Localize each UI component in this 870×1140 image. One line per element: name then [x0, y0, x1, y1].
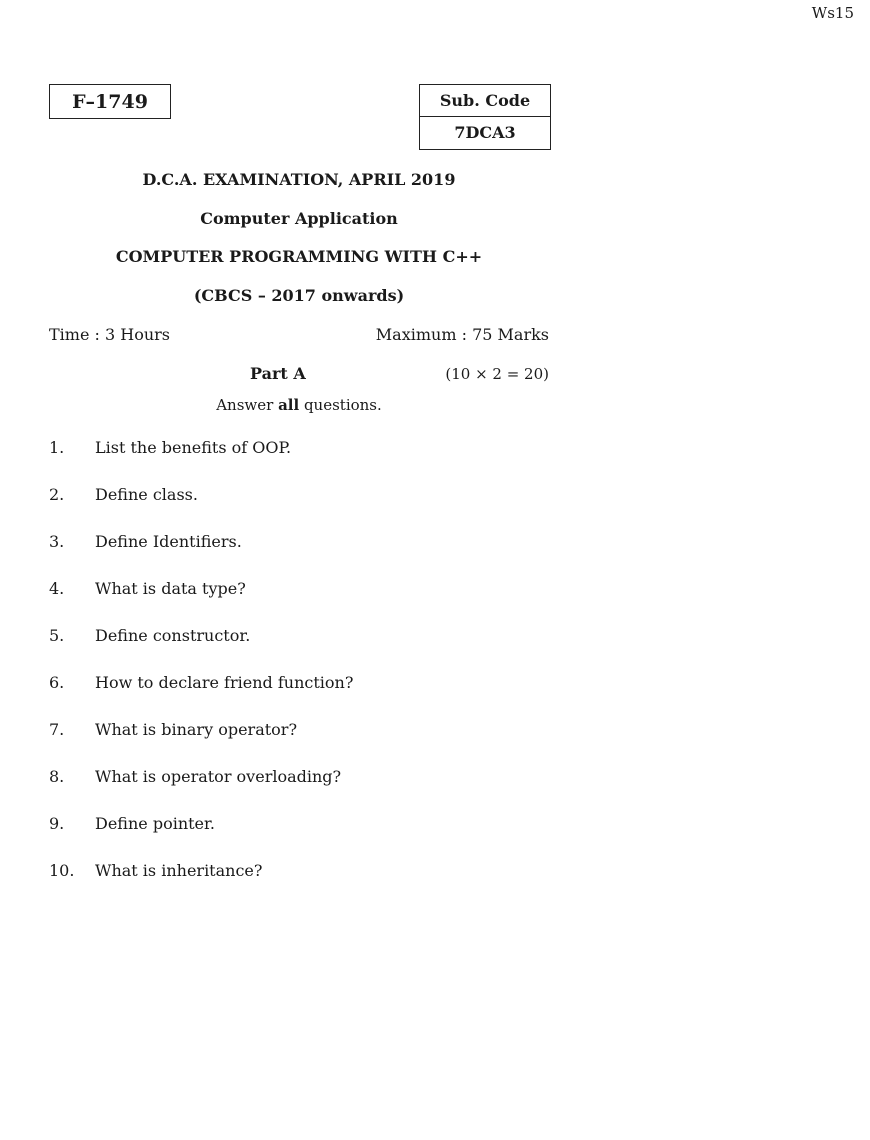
question-text: What is binary operator?: [95, 720, 298, 739]
question-item: [49, 814, 749, 861]
question-text: Define Identifiers.: [95, 532, 242, 551]
question-item: [49, 861, 749, 908]
part-title: Part A: [250, 364, 306, 383]
scheme-title: (CBCS – 2017 onwards): [193, 286, 405, 305]
corner-page-code: Ws15: [811, 4, 854, 22]
question-number: 6.: [49, 673, 65, 692]
instruction-pre: Answer: [216, 396, 279, 414]
question-item: [49, 767, 749, 814]
department-title: Computer Application: [200, 209, 398, 228]
question-text: Define pointer.: [95, 814, 215, 833]
subject-title: COMPUTER PROGRAMMING WITH C++: [115, 247, 483, 266]
question-text: What is inheritance?: [95, 861, 263, 880]
question-item: [49, 720, 749, 767]
maximum-marks: Maximum : 75 Marks: [375, 325, 549, 344]
question-number: 1.: [49, 438, 65, 457]
question-number: 5.: [49, 626, 65, 645]
question-text: Define constructor.: [95, 626, 251, 645]
question-number: 2.: [49, 485, 65, 504]
question-text: Define class.: [95, 485, 198, 504]
paper-code: F–1749: [72, 90, 148, 113]
subject-code-label: Sub. Code: [420, 85, 550, 117]
exam-title: D.C.A. EXAMINATION, APRIL 2019: [142, 170, 456, 189]
question-text: What is data type?: [95, 579, 246, 598]
question-number: 7.: [49, 720, 65, 739]
question-text: List the benefits of OOP.: [95, 438, 292, 457]
question-list: [49, 438, 749, 908]
question-item: [49, 673, 749, 720]
question-number: 3.: [49, 532, 65, 551]
question-text: What is operator overloading?: [95, 767, 342, 786]
question-number: 8.: [49, 767, 65, 786]
question-item: [49, 485, 749, 532]
question-item: [49, 438, 749, 485]
question-item: [49, 626, 749, 673]
instruction-post: questions.: [299, 396, 382, 414]
part-marks: (10 × 2 = 20): [445, 365, 549, 383]
paper-code-box: [49, 84, 171, 119]
time-allowed: Time : 3 Hours: [49, 325, 171, 344]
subject-code-box: [419, 84, 551, 150]
subject-code-value: 7DCA3: [454, 123, 516, 142]
part-instructions: [49, 396, 549, 414]
question-item: [49, 579, 749, 626]
question-number: 9.: [49, 814, 65, 833]
question-number: 4.: [49, 579, 65, 598]
question-item: [49, 532, 749, 579]
question-number: 10.: [49, 861, 75, 880]
question-text: How to declare friend function?: [95, 673, 354, 692]
instruction-emphasis: all: [278, 396, 300, 414]
